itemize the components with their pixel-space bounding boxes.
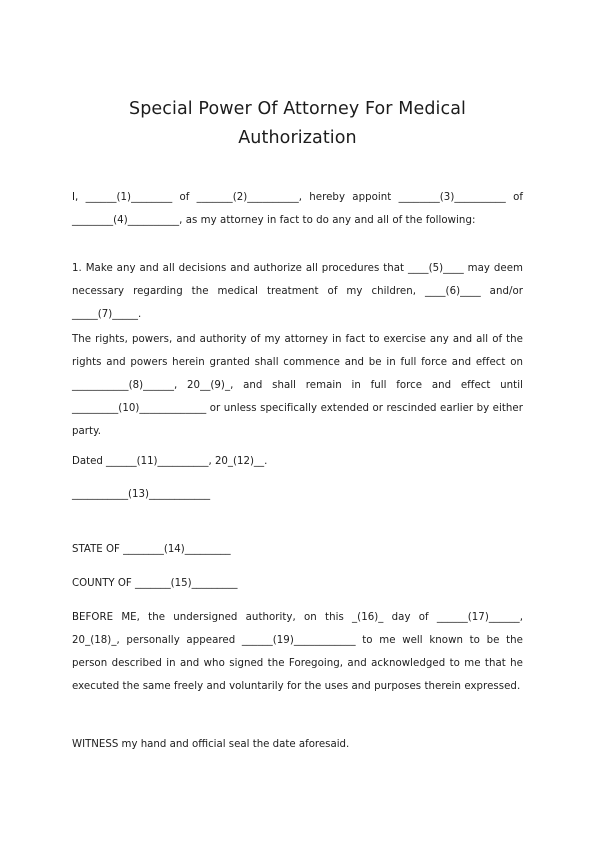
title-line-2: Authorization: [238, 128, 357, 148]
signature-line: ___________(13)____________: [72, 489, 211, 500]
county-line: COUNTY OF _______(15)_________: [72, 578, 238, 589]
witness-line: WITNESS my hand and official seal the date aforesaid.: [72, 739, 350, 750]
rights-paragraph: The rights, powers, and authority of my attorney in fact to exercise any and all of the rights and powers herein granted shall commence and be in full force and effect on ___________(8)______, 20__(9)_, and shall remain in full force and effect until _________(10)_____________ or unless specifically extended or rescinded earlier by either party.: [72, 334, 523, 437]
dated-line: Dated ______(11)__________, 20_(12)__.: [72, 456, 268, 467]
intro-paragraph: I, ______(1)________ of _______(2)__________, hereby appoint ________(3)__________ of ________(4)__________, as my attorney in fact to do any and all of the following:: [72, 192, 523, 226]
document-title: [60, 95, 535, 153]
before-me-paragraph: BEFORE ME, the undersigned authority, on this _(16)_ day of ______(17)______, 20_(18)_, personally appeared ______(19)____________ to me well known to be the person described in and who signed the Foregoing, and acknowledged to me that he executed the same freely and voluntarily for the uses and purposes therein expressed.: [72, 612, 523, 692]
clause-1-paragraph: 1. Make any and all decisions and authorize all procedures that ____(5)____ may deem necessary regarding the medical treatment of my children, ____(6)____ and/or _____(7)_____.: [72, 263, 523, 320]
state-line: STATE OF ________(14)_________: [72, 544, 231, 555]
title-line-1: Special Power Of Attorney For Medical: [129, 99, 466, 119]
